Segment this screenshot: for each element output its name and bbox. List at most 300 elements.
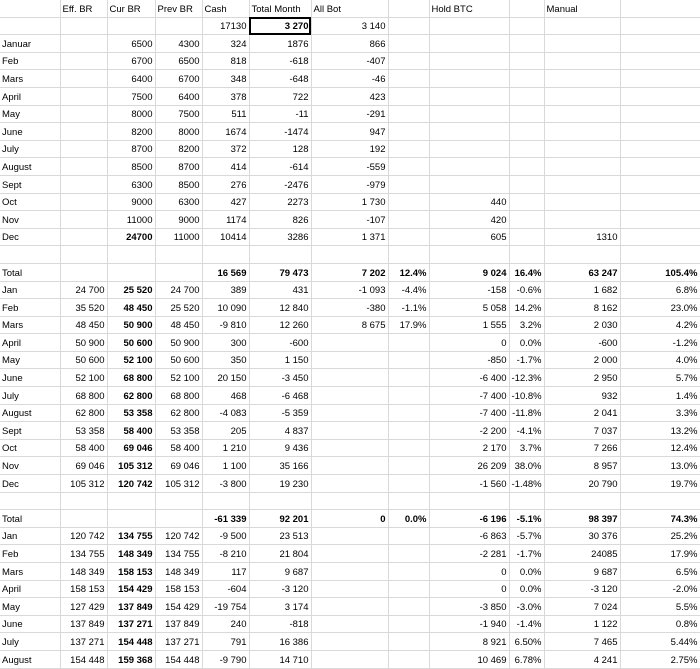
table-cell[interactable]: 137 849 — [107, 598, 155, 616]
table-cell[interactable]: 9 687 — [544, 563, 620, 581]
table-cell[interactable] — [311, 545, 388, 563]
table-cell[interactable]: 12.4% — [620, 439, 700, 457]
table-cell[interactable] — [620, 492, 700, 510]
column-header-cell[interactable]: Cash — [202, 0, 249, 17]
column-header-cell[interactable]: Hold BTC — [429, 0, 509, 17]
table-cell[interactable]: -850 — [429, 351, 509, 369]
table-cell[interactable]: 21 804 — [249, 545, 311, 563]
table-cell[interactable]: 9 024 — [429, 263, 509, 281]
table-cell[interactable] — [311, 387, 388, 405]
table-cell[interactable]: 105 312 — [107, 457, 155, 475]
table-cell[interactable]: 120 742 — [107, 475, 155, 493]
row-label-cell[interactable]: August — [0, 650, 60, 668]
table-cell[interactable]: 159 368 — [107, 650, 155, 668]
table-cell[interactable]: -9 790 — [202, 650, 249, 668]
table-cell[interactable] — [311, 580, 388, 598]
table-cell[interactable]: -3 120 — [249, 580, 311, 598]
table-cell[interactable]: 92 201 — [249, 510, 311, 528]
table-cell[interactable]: 30 376 — [544, 527, 620, 545]
table-cell[interactable]: 137 849 — [60, 615, 107, 633]
table-cell[interactable] — [388, 457, 429, 475]
table-cell[interactable]: 5.44% — [620, 633, 700, 651]
table-cell[interactable]: 137 849 — [155, 615, 202, 633]
table-cell[interactable]: 50 600 — [155, 351, 202, 369]
table-cell[interactable] — [620, 17, 700, 35]
table-cell[interactable]: -2 200 — [429, 422, 509, 440]
table-cell[interactable] — [620, 123, 700, 141]
table-cell[interactable]: 2 030 — [544, 316, 620, 334]
table-cell[interactable] — [60, 105, 107, 123]
table-cell[interactable] — [429, 246, 509, 264]
table-cell[interactable]: -4.4% — [388, 281, 429, 299]
table-cell[interactable]: -2476 — [249, 175, 311, 193]
table-cell[interactable]: 4 837 — [249, 422, 311, 440]
table-cell[interactable]: 13.2% — [620, 422, 700, 440]
table-cell[interactable]: 372 — [202, 140, 249, 158]
table-cell[interactable]: 2.75% — [620, 650, 700, 668]
table-cell[interactable] — [60, 35, 107, 53]
table-cell[interactable] — [388, 211, 429, 229]
table-cell[interactable]: 134 755 — [60, 545, 107, 563]
table-cell[interactable]: 6400 — [155, 87, 202, 105]
table-cell[interactable] — [388, 17, 429, 35]
table-cell[interactable] — [429, 35, 509, 53]
table-cell[interactable]: 26 209 — [429, 457, 509, 475]
table-cell[interactable] — [249, 492, 311, 510]
table-cell[interactable]: -1.1% — [388, 299, 429, 317]
table-cell[interactable]: 12.4% — [388, 263, 429, 281]
table-cell[interactable]: 8 162 — [544, 299, 620, 317]
table-cell[interactable]: -1.7% — [509, 545, 544, 563]
table-cell[interactable] — [311, 439, 388, 457]
table-cell[interactable]: 10 469 — [429, 650, 509, 668]
table-cell[interactable]: 3 270 — [249, 17, 311, 35]
table-cell[interactable]: -4.1% — [509, 422, 544, 440]
table-cell[interactable]: 35 520 — [60, 299, 107, 317]
row-label-cell[interactable]: August — [0, 404, 60, 422]
table-cell[interactable]: -1.2% — [620, 334, 700, 352]
table-cell[interactable]: 826 — [249, 211, 311, 229]
table-cell[interactable]: 1 210 — [202, 439, 249, 457]
table-cell[interactable] — [509, 87, 544, 105]
table-cell[interactable]: -3 850 — [429, 598, 509, 616]
table-cell[interactable]: 16 386 — [249, 633, 311, 651]
table-cell[interactable] — [388, 475, 429, 493]
column-header-cell[interactable]: All Bot — [311, 0, 388, 17]
table-cell[interactable]: 3 140 — [311, 17, 388, 35]
table-cell[interactable] — [544, 123, 620, 141]
table-cell[interactable]: 10 090 — [202, 299, 249, 317]
table-cell[interactable]: 52 100 — [60, 369, 107, 387]
table-cell[interactable] — [620, 228, 700, 246]
table-cell[interactable]: 8200 — [155, 140, 202, 158]
table-cell[interactable]: -600 — [544, 334, 620, 352]
table-cell[interactable]: 137 271 — [60, 633, 107, 651]
row-label-cell[interactable]: May — [0, 598, 60, 616]
row-label-cell[interactable]: Nov — [0, 457, 60, 475]
table-cell[interactable]: 414 — [202, 158, 249, 176]
table-cell[interactable] — [509, 140, 544, 158]
table-cell[interactable]: 20 150 — [202, 369, 249, 387]
table-cell[interactable]: -11 — [249, 105, 311, 123]
table-cell[interactable]: -10.8% — [509, 387, 544, 405]
table-cell[interactable]: 0.0% — [388, 510, 429, 528]
table-cell[interactable]: 24 700 — [155, 281, 202, 299]
table-cell[interactable]: 6.50% — [509, 633, 544, 651]
table-cell[interactable]: 5 058 — [429, 299, 509, 317]
table-cell[interactable] — [620, 246, 700, 264]
table-cell[interactable] — [509, 228, 544, 246]
row-label-cell[interactable]: Feb — [0, 52, 60, 70]
table-cell[interactable]: -380 — [311, 299, 388, 317]
table-cell[interactable]: 69 046 — [155, 457, 202, 475]
table-cell[interactable]: 68 800 — [60, 387, 107, 405]
table-cell[interactable]: 1 682 — [544, 281, 620, 299]
table-cell[interactable]: 10414 — [202, 228, 249, 246]
table-cell[interactable] — [249, 246, 311, 264]
table-cell[interactable]: 148 349 — [107, 545, 155, 563]
table-cell[interactable]: 24700 — [107, 228, 155, 246]
table-cell[interactable] — [107, 246, 155, 264]
row-label-cell[interactable]: Nov — [0, 211, 60, 229]
row-label-cell[interactable]: Mars — [0, 563, 60, 581]
table-cell[interactable]: 378 — [202, 87, 249, 105]
row-label-cell[interactable]: June — [0, 123, 60, 141]
table-cell[interactable]: 117 — [202, 563, 249, 581]
table-cell[interactable] — [544, 70, 620, 88]
table-cell[interactable] — [509, 492, 544, 510]
table-cell[interactable]: 16.4% — [509, 263, 544, 281]
table-cell[interactable]: 38.0% — [509, 457, 544, 475]
table-cell[interactable] — [311, 422, 388, 440]
table-cell[interactable]: 1 122 — [544, 615, 620, 633]
table-cell[interactable]: -8 210 — [202, 545, 249, 563]
row-label-cell[interactable]: Oct — [0, 193, 60, 211]
table-cell[interactable]: 0.0% — [509, 334, 544, 352]
table-cell[interactable] — [60, 17, 107, 35]
table-cell[interactable]: 1310 — [544, 228, 620, 246]
table-cell[interactable] — [311, 404, 388, 422]
table-cell[interactable] — [429, 17, 509, 35]
table-cell[interactable]: 2 950 — [544, 369, 620, 387]
table-cell[interactable] — [388, 123, 429, 141]
table-cell[interactable]: 276 — [202, 175, 249, 193]
table-cell[interactable] — [60, 70, 107, 88]
table-cell[interactable]: -1.7% — [509, 351, 544, 369]
table-cell[interactable]: -5 359 — [249, 404, 311, 422]
table-cell[interactable] — [388, 193, 429, 211]
table-cell[interactable]: 791 — [202, 633, 249, 651]
table-cell[interactable]: 52 100 — [155, 369, 202, 387]
table-cell[interactable] — [60, 158, 107, 176]
table-cell[interactable]: 68 800 — [107, 369, 155, 387]
table-cell[interactable]: 0 — [429, 563, 509, 581]
table-cell[interactable] — [429, 158, 509, 176]
table-cell[interactable] — [388, 492, 429, 510]
table-cell[interactable]: 205 — [202, 422, 249, 440]
table-cell[interactable]: 7 266 — [544, 439, 620, 457]
table-cell[interactable] — [509, 17, 544, 35]
table-cell[interactable]: 9 687 — [249, 563, 311, 581]
table-cell[interactable]: 1 100 — [202, 457, 249, 475]
table-cell[interactable]: 98 397 — [544, 510, 620, 528]
table-cell[interactable] — [544, 193, 620, 211]
table-cell[interactable]: 9000 — [107, 193, 155, 211]
table-cell[interactable]: 3.3% — [620, 404, 700, 422]
row-label-cell[interactable]: Feb — [0, 545, 60, 563]
row-label-cell[interactable] — [0, 492, 60, 510]
table-cell[interactable] — [388, 404, 429, 422]
table-cell[interactable] — [544, 105, 620, 123]
table-cell[interactable]: -0.6% — [509, 281, 544, 299]
table-cell[interactable] — [509, 175, 544, 193]
table-cell[interactable]: -5.1% — [509, 510, 544, 528]
table-cell[interactable] — [388, 158, 429, 176]
table-cell[interactable]: 137 271 — [155, 633, 202, 651]
table-cell[interactable] — [620, 158, 700, 176]
table-cell[interactable]: 0.0% — [509, 580, 544, 598]
table-cell[interactable]: 154 448 — [60, 650, 107, 668]
table-cell[interactable]: 23.0% — [620, 299, 700, 317]
table-cell[interactable]: -648 — [249, 70, 311, 88]
table-cell[interactable] — [60, 211, 107, 229]
table-cell[interactable] — [388, 598, 429, 616]
table-cell[interactable]: 53 358 — [107, 404, 155, 422]
table-cell[interactable] — [311, 650, 388, 668]
table-cell[interactable]: 2 041 — [544, 404, 620, 422]
table-cell[interactable]: 4.0% — [620, 351, 700, 369]
table-cell[interactable]: 4300 — [155, 35, 202, 53]
table-cell[interactable]: -4 083 — [202, 404, 249, 422]
table-cell[interactable] — [429, 70, 509, 88]
table-cell[interactable]: 17.9% — [620, 545, 700, 563]
row-label-cell[interactable]: Dec — [0, 228, 60, 246]
table-cell[interactable]: 158 153 — [60, 580, 107, 598]
table-cell[interactable]: 9000 — [155, 211, 202, 229]
table-cell[interactable] — [60, 492, 107, 510]
table-cell[interactable]: 1.4% — [620, 387, 700, 405]
table-cell[interactable]: -19 754 — [202, 598, 249, 616]
table-cell[interactable]: 63 247 — [544, 263, 620, 281]
table-cell[interactable]: 932 — [544, 387, 620, 405]
table-cell[interactable] — [388, 650, 429, 668]
table-cell[interactable] — [60, 175, 107, 193]
table-cell[interactable]: -1474 — [249, 123, 311, 141]
table-cell[interactable]: 3.2% — [509, 316, 544, 334]
table-cell[interactable]: 7500 — [107, 87, 155, 105]
table-cell[interactable]: 50 600 — [107, 334, 155, 352]
table-cell[interactable]: 14.2% — [509, 299, 544, 317]
table-cell[interactable]: 440 — [429, 193, 509, 211]
table-cell[interactable] — [311, 527, 388, 545]
table-cell[interactable] — [311, 457, 388, 475]
table-cell[interactable]: 35 166 — [249, 457, 311, 475]
table-cell[interactable] — [429, 492, 509, 510]
column-header-cell[interactable]: Total Month — [249, 0, 311, 17]
table-cell[interactable]: 1674 — [202, 123, 249, 141]
table-cell[interactable]: 52 100 — [107, 351, 155, 369]
table-cell[interactable]: -46 — [311, 70, 388, 88]
table-cell[interactable]: 17.9% — [388, 316, 429, 334]
table-cell[interactable]: 9 436 — [249, 439, 311, 457]
table-cell[interactable]: 25.2% — [620, 527, 700, 545]
table-cell[interactable]: 0 — [429, 334, 509, 352]
row-label-cell[interactable]: Total — [0, 510, 60, 528]
table-cell[interactable]: 120 742 — [60, 527, 107, 545]
table-cell[interactable]: -12.3% — [509, 369, 544, 387]
table-cell[interactable]: -2 281 — [429, 545, 509, 563]
table-cell[interactable]: 58 400 — [107, 422, 155, 440]
table-cell[interactable] — [509, 193, 544, 211]
table-cell[interactable] — [60, 52, 107, 70]
table-cell[interactable]: 120 742 — [155, 527, 202, 545]
table-cell[interactable] — [544, 87, 620, 105]
column-header-cell[interactable] — [0, 0, 60, 17]
table-cell[interactable]: 62 800 — [107, 387, 155, 405]
table-cell[interactable]: 2 000 — [544, 351, 620, 369]
row-label-cell[interactable]: Mars — [0, 316, 60, 334]
table-cell[interactable]: 423 — [311, 87, 388, 105]
table-cell[interactable]: 431 — [249, 281, 311, 299]
table-cell[interactable] — [388, 246, 429, 264]
table-cell[interactable] — [620, 211, 700, 229]
table-cell[interactable]: 6500 — [107, 35, 155, 53]
table-cell[interactable]: -614 — [249, 158, 311, 176]
table-cell[interactable] — [509, 211, 544, 229]
table-cell[interactable]: -1.4% — [509, 615, 544, 633]
table-cell[interactable] — [60, 140, 107, 158]
table-cell[interactable]: -9 810 — [202, 316, 249, 334]
table-cell[interactable] — [544, 175, 620, 193]
table-cell[interactable]: 58 400 — [155, 439, 202, 457]
row-label-cell[interactable]: April — [0, 334, 60, 352]
table-cell[interactable]: 324 — [202, 35, 249, 53]
table-cell[interactable]: 16 569 — [202, 263, 249, 281]
table-cell[interactable]: 818 — [202, 52, 249, 70]
table-cell[interactable] — [388, 70, 429, 88]
table-cell[interactable]: -559 — [311, 158, 388, 176]
table-cell[interactable] — [620, 52, 700, 70]
table-cell[interactable]: 24 700 — [60, 281, 107, 299]
row-label-cell[interactable]: July — [0, 140, 60, 158]
table-cell[interactable] — [429, 140, 509, 158]
table-cell[interactable]: -1 560 — [429, 475, 509, 493]
table-cell[interactable]: 69 046 — [107, 439, 155, 457]
table-cell[interactable]: -6 863 — [429, 527, 509, 545]
table-cell[interactable]: 0 — [429, 580, 509, 598]
table-cell[interactable]: 154 429 — [155, 598, 202, 616]
table-cell[interactable]: -818 — [249, 615, 311, 633]
table-cell[interactable]: -3 450 — [249, 369, 311, 387]
table-cell[interactable]: 74.3% — [620, 510, 700, 528]
table-cell[interactable]: 1 371 — [311, 228, 388, 246]
table-cell[interactable]: 5.5% — [620, 598, 700, 616]
table-cell[interactable]: 13.0% — [620, 457, 700, 475]
row-label-cell[interactable]: Feb — [0, 299, 60, 317]
table-cell[interactable] — [311, 492, 388, 510]
table-cell[interactable]: 68 800 — [155, 387, 202, 405]
table-cell[interactable] — [544, 35, 620, 53]
table-cell[interactable] — [509, 52, 544, 70]
table-cell[interactable] — [429, 123, 509, 141]
table-cell[interactable] — [60, 263, 107, 281]
table-cell[interactable]: 4.2% — [620, 316, 700, 334]
table-cell[interactable] — [544, 211, 620, 229]
table-cell[interactable]: 7 037 — [544, 422, 620, 440]
table-cell[interactable]: 8000 — [107, 105, 155, 123]
table-cell[interactable]: -3 120 — [544, 580, 620, 598]
table-cell[interactable]: 7 465 — [544, 633, 620, 651]
table-cell[interactable] — [311, 351, 388, 369]
table-cell[interactable]: 348 — [202, 70, 249, 88]
table-cell[interactable]: -600 — [249, 334, 311, 352]
table-cell[interactable] — [155, 510, 202, 528]
table-cell[interactable]: 19.7% — [620, 475, 700, 493]
table-cell[interactable] — [388, 140, 429, 158]
table-cell[interactable] — [544, 140, 620, 158]
table-cell[interactable]: 158 153 — [107, 563, 155, 581]
column-header-cell[interactable]: Manual — [544, 0, 620, 17]
table-cell[interactable]: 722 — [249, 87, 311, 105]
row-label-cell[interactable]: April — [0, 87, 60, 105]
table-cell[interactable] — [620, 87, 700, 105]
table-cell[interactable]: -604 — [202, 580, 249, 598]
table-cell[interactable] — [107, 492, 155, 510]
table-cell[interactable]: -6 400 — [429, 369, 509, 387]
table-cell[interactable]: 6300 — [155, 193, 202, 211]
table-cell[interactable]: 134 755 — [155, 545, 202, 563]
table-cell[interactable]: 6700 — [155, 70, 202, 88]
table-cell[interactable]: -1.48% — [509, 475, 544, 493]
row-label-cell[interactable]: Total — [0, 263, 60, 281]
row-label-cell[interactable]: April — [0, 580, 60, 598]
table-cell[interactable] — [388, 175, 429, 193]
table-cell[interactable]: 420 — [429, 211, 509, 229]
table-cell[interactable]: 192 — [311, 140, 388, 158]
table-cell[interactable] — [60, 510, 107, 528]
table-cell[interactable] — [60, 228, 107, 246]
table-cell[interactable]: 48 450 — [107, 299, 155, 317]
table-cell[interactable]: 468 — [202, 387, 249, 405]
column-header-cell[interactable]: Prev BR — [155, 0, 202, 17]
table-cell[interactable] — [60, 123, 107, 141]
table-cell[interactable]: 0.8% — [620, 615, 700, 633]
table-cell[interactable]: 8500 — [155, 175, 202, 193]
table-cell[interactable] — [155, 17, 202, 35]
table-cell[interactable]: 6.78% — [509, 650, 544, 668]
table-cell[interactable] — [107, 510, 155, 528]
table-cell[interactable]: 11000 — [107, 211, 155, 229]
table-cell[interactable]: 8000 — [155, 123, 202, 141]
table-cell[interactable]: 50 900 — [107, 316, 155, 334]
table-cell[interactable] — [388, 105, 429, 123]
row-label-cell[interactable] — [0, 246, 60, 264]
table-cell[interactable] — [202, 246, 249, 264]
table-cell[interactable] — [388, 545, 429, 563]
column-header-cell[interactable]: Eff. BR — [60, 0, 107, 17]
table-cell[interactable]: 1 150 — [249, 351, 311, 369]
table-cell[interactable]: 17130 — [202, 17, 249, 35]
table-cell[interactable]: -291 — [311, 105, 388, 123]
table-cell[interactable]: 128 — [249, 140, 311, 158]
table-cell[interactable] — [620, 193, 700, 211]
row-label-cell[interactable]: July — [0, 633, 60, 651]
table-cell[interactable]: 5.7% — [620, 369, 700, 387]
table-cell[interactable]: -7 400 — [429, 387, 509, 405]
column-header-cell[interactable]: Cur BR — [107, 0, 155, 17]
table-cell[interactable] — [388, 527, 429, 545]
table-cell[interactable] — [429, 175, 509, 193]
